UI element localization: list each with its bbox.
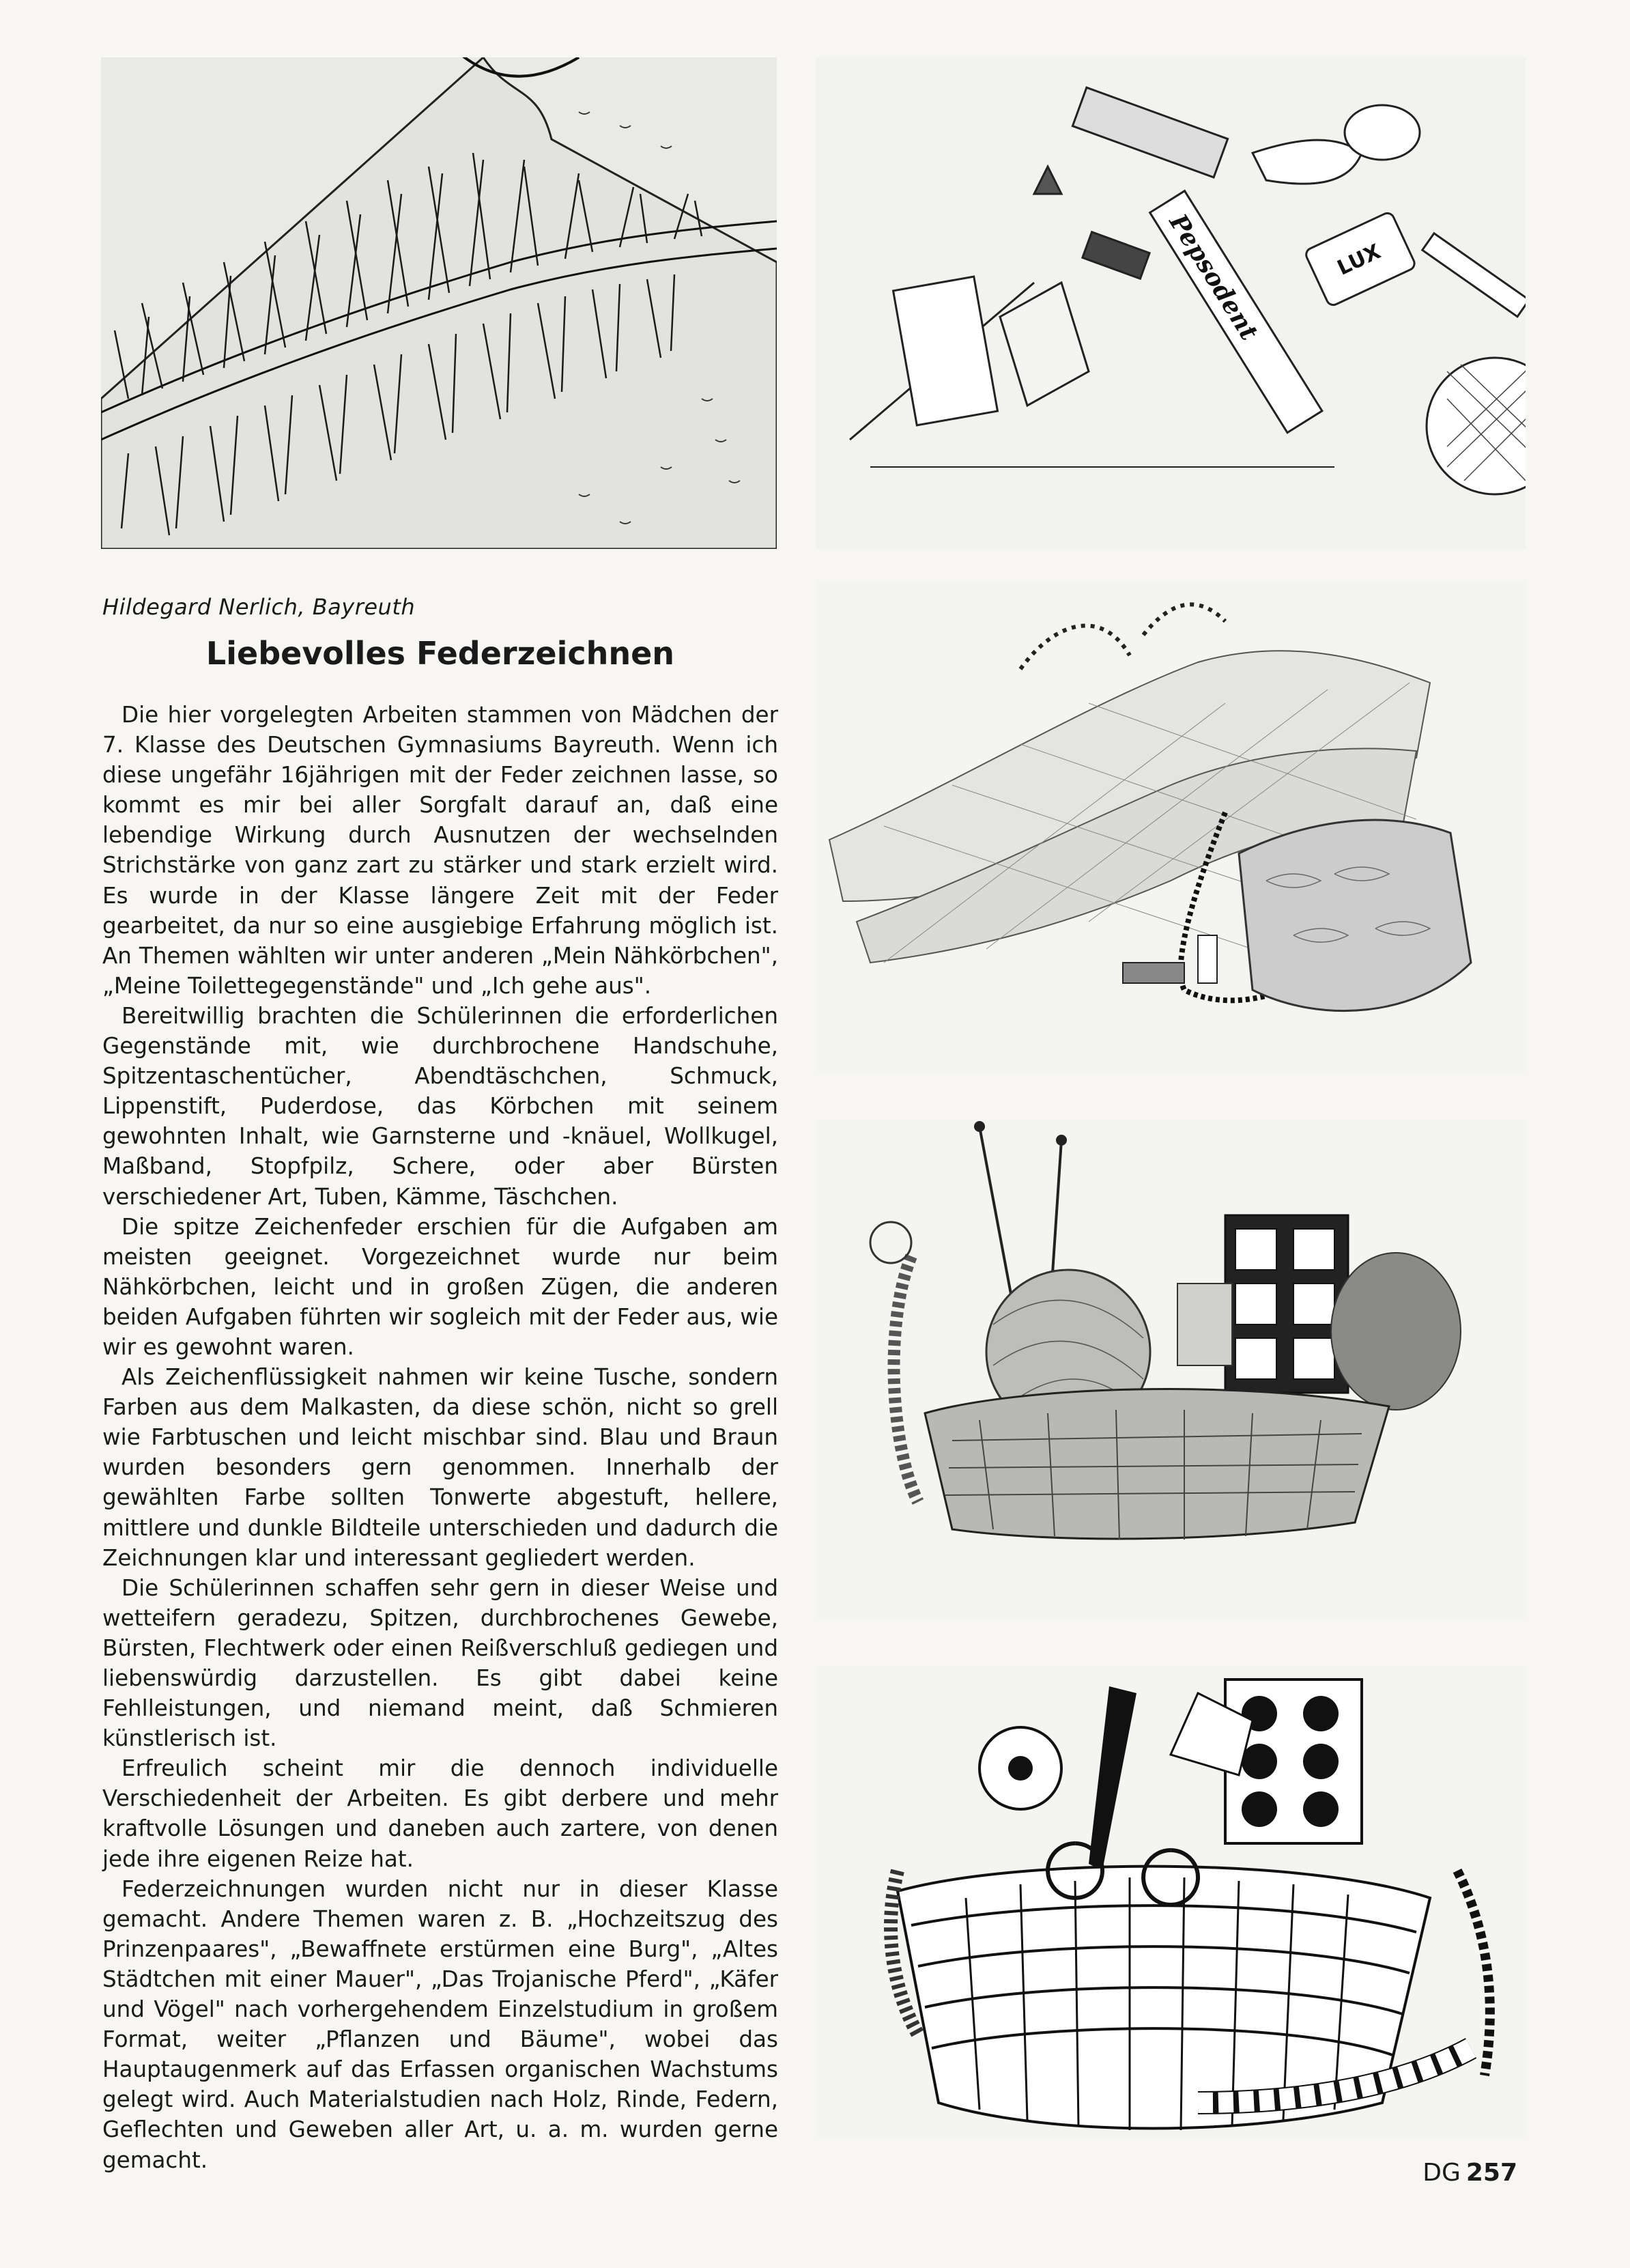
toiletries-illustration [816,57,1526,549]
figure-wool-basket-drawing [816,1120,1526,1618]
body-paragraph: Bereitwillig brachten die Schülerinnen die erforderlichen Gegenstände mit, wie durchbrochene Handschuhe, Spitzentaschentücher, Abendtäschchen, Schmuck, Lippenstift, Puderdose, das Körbchen mit seinem gewohnten Inhalt, wie Garnsterne und -knäuel, Wollkugel, Maßband, Stopfpilz, Schere, oder aber Bürsten verschiedener Art, Tuben, Kämme, Täschchen. [102,1002,778,1210]
body-paragraph: Die hier vorgelegten Arbeiten stammen von Mädchen der 7. Klasse des Deutschen Gymnasiums Bayreuth. Wenn ich diese ungefähr 16jährigen mit der Feder zeichnen lasse, so kommt es mir bei aller Sorgfalt darauf an, daß eine lebendige Wirkung durch Ausnutzen der wechselnden Strichstärke von ganz zart zu stärker und stark erzielt wird. Es wurde in der Klasse längere Zeit mit der Feder gearbeitet, da nur so eine ausgiebige Erfahrung möglich ist. An Themen wählten wir unter anderen „Mein Nähkörbchen", „Meine Toilettegegenstände" und „Ich gehe aus". [102,702,778,999]
soap-label: LUX [1333,240,1385,281]
body-paragraph: Die Schülerinnen schaffen sehr gern in dieser Weise und wetteifern geradezu, Spitzen, durchbrochenes Gewebe, Bürsten, Flechtwerk oder einen Reißverschluß gediegen und liebenswürdig darzustellen. Es gibt dabei keine Fehlleistungen, und niemand meint, daß Schmieren künstlerisch ist. [102,1574,778,1752]
article-title: Liebevolles Federzeichnen [205,635,675,672]
journal-abbreviation: DG [1422,2159,1461,2187]
bristle-brush-illustration [101,57,777,549]
figure-toiletries-drawing [816,57,1526,549]
tube-label: Pepsodent [1163,209,1264,345]
gloves-bag-illustration [816,580,1526,1072]
sewing-basket-illustration [816,1666,1526,2137]
wool-basket-illustration [816,1120,1526,1618]
figure-sewing-basket-drawing [816,1666,1526,2137]
body-paragraph: Erfreulich scheint mir die dennoch individuelle Verschiedenheit der Arbeiten. Es gibt derbere und mehr kraftvolle Lösungen und daneben auch zartere, von denen jede ihre eigenen Reize hat. [102,1755,778,1872]
body-paragraph: Die spitze Zeichenfeder erschien für die Aufgaben am meisten geeignet. Vorgezeichnet wurde nur beim Nähkörbchen, leicht und in großen Zügen, die anderen beiden Aufgaben führten wir sogleich mit der Feder aus, wie wir es gewohnt waren. [102,1213,778,1360]
page-number: 257 [1465,2159,1517,2187]
author-byline: Hildegard Nerlich, Bayreuth [102,594,416,620]
figure-gloves-bag-drawing [816,580,1526,1072]
article-body [102,700,778,2175]
figure-bristle-brush-drawing [101,57,777,549]
body-paragraph: Als Zeichenflüssigkeit nahmen wir keine Tusche, sondern Farben aus dem Malkasten, da diese schön, nicht so grell wie Farbtuschen und leicht mischbar sind. Blau und Braun wurden besonders gern genommen. Innerhalb der gewählten Farbe sollten Tonwerte abgestuft, hellere, mittlere und dunkle Bildteile unterschieden und dadurch die Zeichnungen klar und interessant gegliedert werden. [102,1364,778,1571]
body-paragraph: Federzeichnungen wurden nicht nur in dieser Klasse gemacht. Andere Themen waren z. B. „Hochzeitszug des Prinzenpaares", „Bewaffnete erstürmen eine Burg", „Altes Städtchen mit einer Mauer", „Das Trojanische Pferd", „Käfer und Vögel" nach vorhergehendem Einzelstudium in großem Format, weiter „Pflanzen und Bäume", wobei das Hauptaugenmerk auf das Erfassen organischen Wachstums gelegt wird. Auch Materialstudien nach Holz, Rinde, Federn, Geflechten und Geweben aller Art, u. a. m. wurden gerne gemacht. [102,1875,778,2173]
page-folio [1422,2159,1517,2187]
